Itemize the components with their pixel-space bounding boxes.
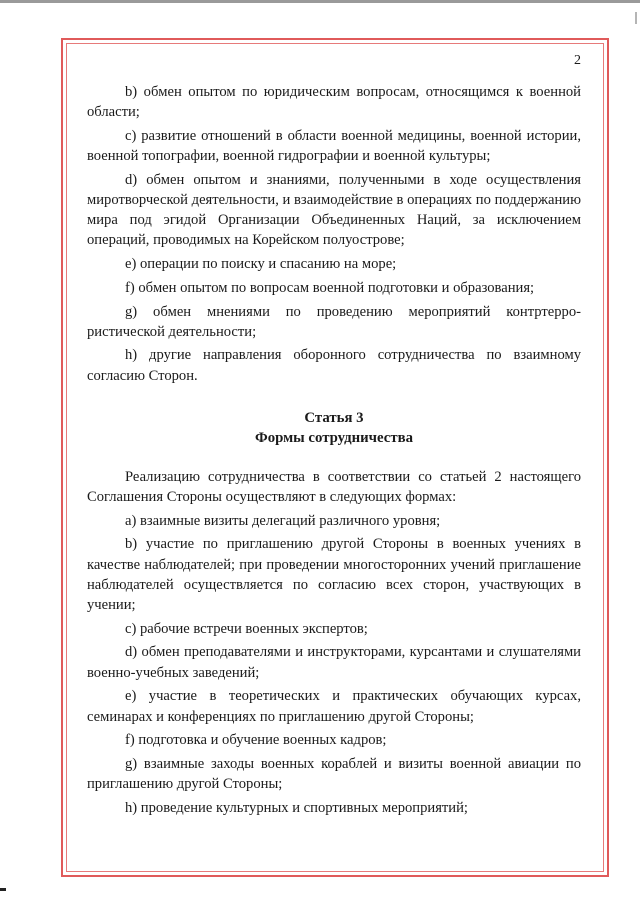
article1-item-f: f) обмен опытом по вопросам военной подготовки и образования; bbox=[125, 279, 535, 296]
article3-item-f: f) подготовка и обучение военных кадров; bbox=[125, 732, 387, 749]
article3-heading bbox=[87, 408, 581, 448]
article1-item-d: d) обмен опытом и знаниями, полученными в ходе осуществления миротворческой деятельности, и взаимодействие в операциях по поддержанию мира под эгидой Организации Объединенных Наций, за исключением операций, проводимых на Корейском полуострове; bbox=[87, 171, 581, 249]
scan-edge-top bbox=[0, 0, 640, 3]
scan-mark-right bbox=[635, 12, 637, 24]
document-body bbox=[87, 50, 581, 822]
article3-item-h: h) проведение культурных и спортивных мероприятий; bbox=[125, 799, 468, 816]
article3-intro: Реализацию сотрудничества в соответствии со статьей 2 настоящего Соглашения Стороны осуществляют в следующих формах: bbox=[87, 468, 581, 506]
article3-item-c: c) рабочие встречи военных экспертов; bbox=[125, 620, 368, 637]
article1-item-h: h) другие направления оборонного сотрудничества по взаимному согласию Сторон. bbox=[87, 347, 581, 384]
article3-number: Статья 3 bbox=[304, 409, 364, 426]
article1-item-g: g) обмен мнениями по проведению мероприятий контртерро-ристической деятельности; bbox=[87, 303, 581, 340]
article1-item-e: e) операции по поиску и спасанию на море; bbox=[125, 256, 397, 273]
article1-items bbox=[87, 82, 581, 386]
scan-mark-bottom bbox=[0, 888, 6, 891]
article3-item-a: a) взаимные визиты делегаций различного уровня; bbox=[125, 512, 441, 529]
article3-item-g: g) взаимные заходы военных кораблей и визиты военной авиации по приглашению другой Стороны; bbox=[87, 755, 581, 793]
article1-item-c: c) развитие отношений в области военной медицины, военной истории, военной топографии, военной гидрографии и военной культуры; bbox=[87, 127, 581, 165]
article3-body bbox=[87, 467, 581, 818]
page-number: 2 bbox=[574, 53, 581, 68]
article3-item-d: d) обмен преподавателями и инструкторами, курсантами и слушателями военно-учебных заведений; bbox=[87, 644, 581, 681]
article3-item-e: e) участие в теоретических и практических обучающих курсах, семинарах и конференциях по приглашению другой Стороны; bbox=[87, 688, 581, 725]
article3-title: Формы сотрудничества bbox=[254, 429, 414, 446]
article1-item-b: b) обмен опытом по юридическим вопросам, относящимся к военной области; bbox=[87, 84, 581, 121]
article3-item-b: b) участие по приглашению другой Стороны в военных учениях в качестве наблюдателей; при проведении многосторонних учений приглашение наблюдателей осуществляется по согласию всех сторон, участвующих в учении; bbox=[87, 536, 581, 614]
